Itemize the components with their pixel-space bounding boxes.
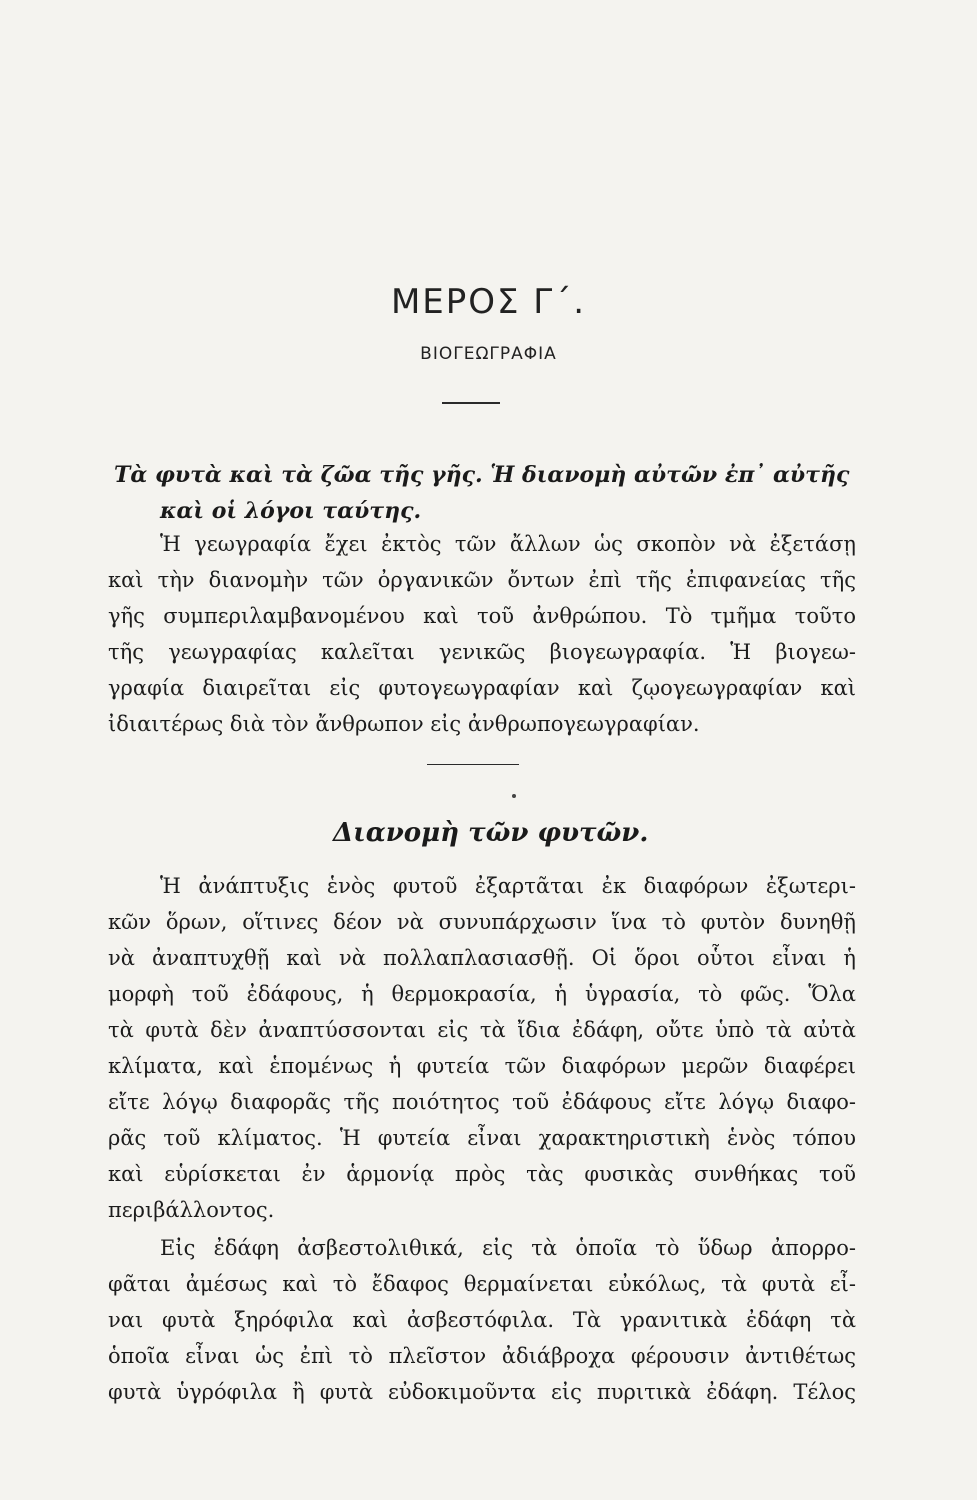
section-heading-line-1: Τὰ φυτὰ καὶ τὰ ζῶα τῆς γῆς. Ἡ διανομὴ αὐτῶν ἐπ᾽ αὐτῆς	[114, 462, 850, 488]
section-divider	[427, 764, 519, 765]
paragraph-line: κῶν ὅρων, οἵτινες δέον νὰ συνυπάρχωσιν ἵνα τὸ φυτὸν δυνηθῇ	[108, 910, 856, 934]
subtitle: ΒΙΟΓΕΩΓΡΑΦΙΑ	[420, 344, 557, 364]
paragraph-line: καὶ εὑρίσκεται ἐν ἁρμονίᾳ πρὸς τὰς φυσικὰς συνθήκας τοῦ	[108, 1162, 856, 1186]
paragraph-line: φυτὰ ὑγρόφιλα ἢ φυτὰ εὐδοκιμοῦντα εἰς πυριτικὰ ἐδάφη. Τέλος	[108, 1380, 856, 1404]
paragraph-line: Ἡ ἀνάπτυξις ἑνὸς φυτοῦ ἐξαρτᾶται ἐκ διαφόρων ἐξωτερι-	[160, 874, 856, 898]
paragraph-line: ὁποῖα εἶναι ὡς ἐπὶ τὸ πλεῖστον ἀδιάβροχα φέρουσιν ἀντιθέτως	[108, 1344, 856, 1368]
paragraph-line: ναι φυτὰ ξηρόφιλα καὶ ἀσβεστόφιλα. Τὰ γρανιτικὰ ἐδάφη τὰ	[108, 1308, 856, 1332]
paragraph-line: τὰ φυτὰ δὲν ἀναπτύσσονται εἰς τὰ ἴδια ἐδάφη, οὔτε ὑπὸ τὰ αὐτὰ	[108, 1018, 856, 1042]
divider-rule	[442, 402, 500, 404]
paragraph-line: κλίματα, καὶ ἑπομένως ἡ φυτεία τῶν διαφόρων μερῶν διαφέρει	[108, 1054, 856, 1078]
paragraph-line: περιβάλλοντος.	[108, 1198, 275, 1222]
paragraph-line: γραφία διαιρεῖται εἰς φυτογεωγραφίαν καὶ ζῳογεωγραφίαν καὶ	[108, 676, 856, 700]
paragraph-line: νὰ ἀναπτυχθῇ καὶ νὰ πολλαπλασιασθῇ. Οἱ ὅροι οὗτοι εἶναι ἡ	[108, 946, 856, 970]
paragraph-line: Ἡ γεωγραφία ἔχει ἐκτὸς τῶν ἄλλων ὡς σκοπὸν νὰ ἐξετάσῃ	[160, 532, 856, 556]
paragraph-line: γῆς συμπεριλαμβανομένου καὶ τοῦ ἀνθρώπου. Τὸ τμῆμα τοῦτο	[108, 604, 856, 628]
paragraph-line: ἰδιαιτέρως διὰ τὸν ἄνθρωπον εἰς ἀνθρωπογεωγραφίαν.	[108, 712, 700, 736]
paragraph-line: φᾶται ἀμέσως καὶ τὸ ἔδαφος θερμαίνεται εὐκόλως, τὰ φυτὰ εἶ-	[108, 1272, 856, 1296]
paragraph-line: εἴτε λόγῳ διαφορᾶς τῆς ποιότητος τοῦ ἐδάφους εἴτε λόγῳ διαφο-	[108, 1090, 856, 1114]
section-heading-line-2: καὶ οἱ λόγοι ταύτης.	[160, 498, 422, 524]
paragraph-line: Εἰς ἐδάφη ἀσβεστολιθικά, εἰς τὰ ὁποῖα τὸ ὕδωρ ἀπορρο-	[160, 1236, 856, 1260]
section-heading-plants: Διανομὴ τῶν φυτῶν.	[333, 818, 649, 848]
part-title: ΜΕΡΟΣ Γ΄.	[390, 282, 587, 322]
paragraph-line: μορφὴ τοῦ ἐδάφους, ἡ θερμοκρασία, ἡ ὑγρασία, τὸ φῶς. Ὅλα	[108, 982, 856, 1006]
ornament-dot	[512, 794, 516, 798]
paragraph-line: καὶ τὴν διανομὴν τῶν ὀργανικῶν ὄντων ἐπὶ τῆς ἐπιφανείας τῆς	[108, 568, 856, 592]
paragraph-line: ρᾶς τοῦ κλίματος. Ἡ φυτεία εἶναι χαρακτηριστικὴ ἑνὸς τόπου	[108, 1126, 856, 1150]
paragraph-line: τῆς γεωγραφίας καλεῖται γενικῶς βιογεωγραφία. Ἡ βιογεω-	[108, 640, 856, 664]
